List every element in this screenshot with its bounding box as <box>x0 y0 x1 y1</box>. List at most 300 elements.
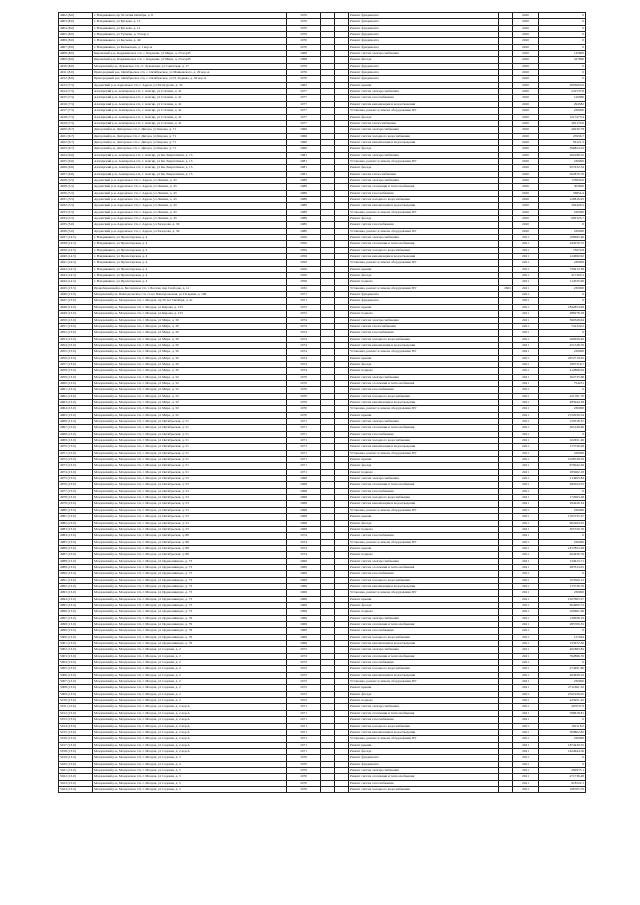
work-type-cell: Ремонт подвала <box>349 368 499 374</box>
work-type-cell: Ремонт систем холодного водоснабжения <box>349 666 499 672</box>
cost-cell: 451548.76 <box>539 342 586 348</box>
cost-cell: 282975.1 <box>539 767 586 773</box>
address-cell: Ардонский р-н, Ардонское г/п, г. Ардон, ул Хетагурова, д. 34 <box>93 82 287 88</box>
cost-cell: 271736.48 <box>539 774 586 780</box>
row-number-cell: 4951 (13.0) <box>59 323 93 329</box>
row-number-cell: 4991 (13.0) <box>59 577 93 583</box>
year-built-cell: 1971 <box>287 450 321 456</box>
row-number-cell: 4908 (8.0) <box>59 51 93 57</box>
planned-year-cell: 2021 <box>513 235 539 241</box>
work-type-cell: Ремонт систем холодного водоснабжения <box>349 577 499 583</box>
cost-cell: 417303.3 <box>539 273 586 279</box>
row-number-cell: 4938 (14.5) <box>59 241 93 247</box>
address-cell: Моздокский р-н, Моздокское г/п, г. Моздок, ул Садовая, д. 5 <box>93 780 287 786</box>
address-cell: Ардонский р-н, Ардонское г/п, г. Ардон, ул Ленина, д. 43 <box>93 190 287 196</box>
work-type-cell: Ремонт систем холодного водоснабжения <box>349 634 499 640</box>
address-cell: Моздокский р-н, Моздокское г/п, г. Моздок, ул Октябрьская, д. 88 <box>93 552 287 558</box>
planned-year-cell: 2021 <box>513 761 539 767</box>
row-number-cell: 4912 (8.0) <box>59 76 93 82</box>
work-type-cell: Ремонт фасада <box>349 146 499 152</box>
cost-cell: 124690.92 <box>539 254 586 260</box>
year-built-cell: 1968 <box>287 57 321 63</box>
work-type-cell: Ремонт систем электроснабжения <box>349 615 499 621</box>
cost-cell: 294582 <box>539 101 586 107</box>
work-type-cell: Ремонт систем холодного водоснабжения <box>349 336 499 342</box>
address-cell: Моздокский р-н, Моздокское г/п, г. Моздок, ул Мира, д. 32 <box>93 412 287 418</box>
cost-cell: 0 <box>539 38 586 44</box>
year-built-cell: 1969 <box>287 622 321 628</box>
planned-year-cell: 2021 <box>513 786 539 792</box>
address-cell: Моздокский р-н, Моздокское г/п, г. Моздок, ул Орджоникидзе, д. 73 <box>93 596 287 602</box>
work-type-cell: Установка, ремонт и замена оборудования ПУ <box>349 108 499 114</box>
work-type-cell: Ремонт подвала <box>349 609 499 615</box>
address-cell: г. Владикавказ, ул Бутаева, д. 13 <box>93 19 287 25</box>
year-built-cell: 1974 <box>287 323 321 329</box>
planned-year-cell: 2021 <box>513 457 539 463</box>
cost-cell: 957432.54 <box>539 165 586 171</box>
work-type-cell: Ремонт систем электроснабжения <box>349 704 499 710</box>
year-built-cell: 1956 <box>287 266 321 272</box>
year-built-cell: 1972 <box>287 304 321 310</box>
row-number-cell: 4929 (5.5) <box>59 184 93 190</box>
address-cell: Моздокский р-н, Моздокское г/п, г. Моздок, ул Мира, д. 32 <box>93 374 287 380</box>
year-built-cell: 1969 <box>287 641 321 647</box>
row-number-cell: 4995 (13.0) <box>59 602 93 608</box>
row-number-cell: 5023 (13.0) <box>59 780 93 786</box>
year-built-cell: 1977 <box>287 114 321 120</box>
year-built-cell: 1972 <box>287 679 321 685</box>
work-type-cell: Ремонт систем холодного водоснабжения <box>349 196 499 202</box>
cost-cell: 0 <box>539 292 586 298</box>
work-type-cell: Ремонт систем газоснабжения <box>349 717 499 723</box>
cost-cell: 304406.5 <box>539 203 586 209</box>
address-cell: Моздокский р-н, Луковское с/п, ст. Луковская, ул Советская, д. 17 <box>93 63 287 69</box>
work-type-cell: Ремонт систем газоснабжения <box>349 95 499 101</box>
planned-year-cell: 2021 <box>513 450 539 456</box>
row-number-cell: 4966 (13.0) <box>59 419 93 425</box>
planned-year-cell: 2020 <box>513 44 539 50</box>
year-built-cell: 1968 <box>287 501 321 507</box>
address-cell: Моздокский р-н, Моздокское г/п, г. Моздок, ул Орджоникидзе, д. 73 <box>93 590 287 596</box>
planned-year-cell: 2021 <box>513 431 539 437</box>
address-cell: Моздокский р-н, Моздокское г/п, г. Моздок, ул Орджоникидзе, д. 73 <box>93 558 287 564</box>
work-type-cell: Ремонт систем канализации и водоотведения <box>349 641 499 647</box>
planned-year-cell: 2021 <box>513 615 539 621</box>
row-number-cell: 5020 (13.0) <box>59 761 93 767</box>
year-built-cell: 1970 <box>287 393 321 399</box>
address-cell: Моздокский р-н, Моздокское г/п, г. Моздок, ул Садовая, д. 2 кор.А <box>93 704 287 710</box>
address-cell: Моздокский р-н, Моздокское г/п, г. Моздок, ул Садовая, д. 2 кор.А <box>93 736 287 742</box>
year-built-cell: 1971 <box>287 438 321 444</box>
row-number-cell: 4904 (8.0) <box>59 25 93 31</box>
row-number-cell: 4959 (13.0) <box>59 374 93 380</box>
planned-year-cell: 2020 <box>513 190 539 196</box>
cost-cell: 56121.3 <box>539 139 586 145</box>
planned-year-cell: 2021 <box>513 355 539 361</box>
row-number-cell: 4954 (13.0) <box>59 342 93 348</box>
work-type-cell: Ремонт систем электроснабжения <box>349 127 499 133</box>
address-cell: Моздокский р-н, Моздокское г/п, г. Моздок, ул Октябрьская, д. 88 <box>93 533 287 539</box>
cost-cell: 230000 <box>539 590 586 596</box>
planned-year-cell: 2021 <box>513 260 539 266</box>
planned-year-cell: 2021 <box>513 539 539 545</box>
cost-cell: 0 <box>539 488 586 494</box>
work-type-cell: Ремонт систем отопления и теплоснабжения <box>349 425 499 431</box>
address-cell: Моздокский р-н, Моздокское г/п, г. Моздок, ул Мира, д. 32 <box>93 406 287 412</box>
planned-year-cell: 2021 <box>513 672 539 678</box>
work-type-cell: Ремонт систем электроснабжения <box>349 558 499 564</box>
address-cell: Моздокский р-н, Павлодольское с/п, ст-ца Павлодольская, ул Гагарина, д. 199 <box>93 292 287 298</box>
row-number-cell: 4955 (13.0) <box>59 349 93 355</box>
address-cell: Моздокский р-н, Моздокское г/п, г. Моздок, ул Садовая, д. 2 кор.А <box>93 748 287 754</box>
planned-year-cell: 2021 <box>513 628 539 634</box>
row-number-cell: 5021 (13.0) <box>59 767 93 773</box>
work-type-cell: Ремонт фасада <box>349 463 499 469</box>
address-cell: Моздокский р-н, Моздокское г/п, г. Моздок, ул Мира, д. 30 <box>93 330 287 336</box>
cost-cell: 2722036.54 <box>539 412 586 418</box>
work-type-cell: Ремонт систем электроснабжения <box>349 317 499 323</box>
planned-year-cell: 2021 <box>513 577 539 583</box>
work-type-cell: Ремонт подвала <box>349 698 499 704</box>
address-cell: Моздокский р-н, Моздокское г/п, г. Моздок, ул Октябрьская, д. 51 <box>93 425 287 431</box>
planned-year-cell: 2021 <box>513 755 539 761</box>
row-number-cell: 4984 (13.0) <box>59 533 93 539</box>
work-type-cell: Ремонт фундамента <box>349 63 499 69</box>
year-built-cell: 1971 <box>287 292 321 298</box>
address-cell: Моздокский р-н, Моздокское г/п, г. Моздок, ул Садовая, д. 2 <box>93 660 287 666</box>
table-row <box>59 786 586 792</box>
work-type-cell: Ремонт фундамента <box>349 19 499 25</box>
row-number-cell: 4943 (14.5) <box>59 273 93 279</box>
year-built-cell: 1974 <box>287 330 321 336</box>
work-type-cell: Ремонт систем газоснабжения <box>349 488 499 494</box>
row-number-cell: 4916 (7.5) <box>59 101 93 107</box>
address-cell: Моздокский р-н, Моздокское г/п, г. Моздок, ул Октябрьская, д. 53 <box>93 514 287 520</box>
year-built-cell: 1971 <box>287 704 321 710</box>
row-number-cell: 4922 (6.7) <box>59 139 93 145</box>
address-cell: Моздокский р-н, Моздокское г/п, г. Моздок, ул Мира, д. 30 <box>93 323 287 329</box>
address-cell: Моздокский р-н, Моздокское г/п, г. Моздок, ул Садовая, д. 2 <box>93 666 287 672</box>
row-number-cell: 4928 (5.5) <box>59 177 93 183</box>
address-cell: Алагирский р-н, Алагирское г/п, г. Алагир, ул Кв.Энергетиков, д. 15 <box>93 158 287 164</box>
year-built-cell: 1981 <box>287 171 321 177</box>
work-type-cell: Ремонт фасада <box>349 520 499 526</box>
address-cell: Моздокский р-н, Моздокское г/п, г. Моздок, ул Орджоникидзе, д. 73 <box>93 577 287 583</box>
planned-year-cell: 2020 <box>513 120 539 126</box>
work-type-cell: Ремонт систем холодного водоснабжения <box>349 495 499 501</box>
year-built-cell: 1970 <box>287 38 321 44</box>
row-number-cell: 4942 (14.5) <box>59 266 93 272</box>
cost-cell: 274491.86 <box>539 666 586 672</box>
work-type-cell: Ремонт систем отопления и теплоснабжения <box>349 653 499 659</box>
row-number-cell: 4969 (13.0) <box>59 438 93 444</box>
year-built-cell: 1977 <box>287 108 321 114</box>
cost-cell: 754231 <box>539 380 586 386</box>
row-number-cell: 4988 (13.0) <box>59 558 93 564</box>
row-number-cell: 4980 (13.0) <box>59 507 93 513</box>
row-number-cell: 4963 (13.0) <box>59 399 93 405</box>
planned-year-cell: 2021 <box>513 533 539 539</box>
cost-cell: 1765735.37 <box>539 514 586 520</box>
year-built-cell: 1970 <box>287 412 321 418</box>
address-cell: Моздокский р-н, Моздокское г/п, г. Моздок, ул Садовая, д. 2 кор.А <box>93 710 287 716</box>
work-type-cell: Ремонт фундамента <box>349 70 499 76</box>
address-cell: Ардонский р-н, Ардонское г/п, г. Ардон, ул Ленина, д. 43 <box>93 184 287 190</box>
cost-cell: 230000 <box>539 108 586 114</box>
cost-cell: 0 <box>539 76 586 82</box>
year-built-cell: 1968 <box>287 495 321 501</box>
work-type-cell: Ремонт систем газоснабжения <box>349 571 499 577</box>
row-number-cell: 4961 (13.0) <box>59 387 93 393</box>
work-type-cell: Ремонт систем канализации и водоотведения <box>349 101 499 107</box>
cost-cell: 108695.46 <box>539 235 586 241</box>
address-cell: Моздокский р-н, Моздокское г/п, г. Моздок, ул Октябрьская, д. 88 <box>93 539 287 545</box>
cost-cell: 2693605.6 <box>539 82 586 88</box>
address-cell: Моздокский р-н, Моздокское г/п, г. Моздок, ул Садовая, д. 2 кор.А <box>93 729 287 735</box>
year-built-cell: 1989 <box>287 177 321 183</box>
year-built-cell: 1971 <box>287 463 321 469</box>
work-type-cell: Ремонт систем холодного водоснабжения <box>349 786 499 792</box>
cost-cell: 172963.48 <box>539 495 586 501</box>
planned-year-cell: 2020 <box>513 89 539 95</box>
blank-col-3-cell <box>499 786 513 792</box>
year-built-cell: 1956 <box>287 254 321 260</box>
address-cell: Моздокский р-н, Моздокское г/п, г. Моздок, ул Октябрьская, д. 51 <box>93 457 287 463</box>
planned-year-cell: 2020 <box>513 70 539 76</box>
address-cell: г. Владикавказ, ул Пролетарская, д. 4 <box>93 241 287 247</box>
planned-year-cell: 2021 <box>513 406 539 412</box>
row-number-cell: 4978 (13.0) <box>59 495 93 501</box>
planned-year-cell: 2021 <box>513 247 539 253</box>
year-built-cell: 1969 <box>287 564 321 570</box>
planned-year-cell: 2021 <box>513 241 539 247</box>
address-cell: Моздокский р-н, Моздокское г/п, г. Моздок, ул Кирова, д. 153 <box>93 311 287 317</box>
cost-cell: 425051.42 <box>539 698 586 704</box>
cost-cell: 365148.69 <box>539 425 586 431</box>
cost-cell: 23936.7 <box>539 133 586 139</box>
planned-year-cell: 2021 <box>513 425 539 431</box>
planned-year-cell: 2021 <box>513 507 539 513</box>
row-number-cell: 4993 (13.0) <box>59 590 93 596</box>
planned-year-cell: 2021 <box>513 774 539 780</box>
year-built-cell: 1974 <box>287 317 321 323</box>
address-cell: Моздокский р-н, Моздокское г/п, г. Моздок, ул Мира, д. 30 <box>93 355 287 361</box>
work-type-cell: Установка, ремонт и замена оборудования ПУ <box>349 406 499 412</box>
row-number-cell: 4936 (5.0) <box>59 228 93 234</box>
planned-year-cell: 2021 <box>513 736 539 742</box>
year-built-cell: 1974 <box>287 545 321 551</box>
work-type-cell: Ремонт крыши <box>349 457 499 463</box>
planned-year-cell: 2021 <box>513 254 539 260</box>
planned-year-cell: 2020 <box>513 57 539 63</box>
row-number-cell: 4987 (13.0) <box>59 552 93 558</box>
work-type-cell: Установка, ремонт и замена оборудования ПУ <box>349 349 499 355</box>
work-type-cell: Ремонт систем электроснабжения <box>349 89 499 95</box>
year-built-cell: 1989 <box>287 209 321 215</box>
work-type-cell: Ремонт фундамента <box>349 298 499 304</box>
year-built-cell: 1977 <box>287 89 321 95</box>
row-number-cell: 4939 (14.5) <box>59 247 93 253</box>
address-cell: Моздокский р-н, Моздокское г/п, г. Моздок, ул Октябрьская, д. 53 <box>93 488 287 494</box>
address-cell: Ардонский р-н, Ардонское г/п, г. Ардон, ул Ленина, д. 43 <box>93 203 287 209</box>
work-type-cell: Ремонт фасада <box>349 57 499 63</box>
work-type-cell: Ремонт подвала <box>349 279 499 285</box>
year-built-cell: 1970 <box>287 19 321 25</box>
cost-cell: 0 <box>539 761 586 767</box>
row-number-cell: 5012 (13.0) <box>59 710 93 716</box>
address-cell: Алагирский р-н, Алагирское г/п, г. Алагир, ул Сталина, д. 41 <box>93 114 287 120</box>
cost-cell: 56854.4 <box>539 190 586 196</box>
cost-cell: 127944 <box>539 634 586 640</box>
planned-year-cell: 2020 <box>513 76 539 82</box>
row-number-cell: 5006 (13.0) <box>59 672 93 678</box>
planned-year-cell: 2021 <box>513 266 539 272</box>
address-cell: Моздокский р-н, Моздокское г/п, г. Моздок, ул Орджоникидзе, д. 73 <box>93 602 287 608</box>
year-built-cell: 1971 <box>287 748 321 754</box>
row-number-cell: 4973 (13.0) <box>59 463 93 469</box>
address-cell: г. Владикавказ, ул Кальюхова, д. 1 кор.А <box>93 44 287 50</box>
work-type-cell: Ремонт систем теплоснабжения <box>349 171 499 177</box>
row-number-cell: 5024 (13.0) <box>59 786 93 792</box>
address-cell: Моздокский р-н, Моздокское г/п, г. Моздок, ул Октябрьская, д. 53 <box>93 526 287 532</box>
address-cell: Алагирский р-н, Алагирское г/п, г. Алагир, ул Сталина, д. 41 <box>93 95 287 101</box>
address-cell: Моздокский р-н, Моздокское г/п, г. Моздок, ул Октябрьская, д. 88 <box>93 545 287 551</box>
work-type-cell: Ремонт систем холодного водоснабжения <box>349 247 499 253</box>
planned-year-cell: 2020 <box>513 228 539 234</box>
cost-cell: 230000 <box>539 679 586 685</box>
work-type-cell: Ремонт систем холодного водоснабжения <box>349 393 499 399</box>
cost-cell: 0 <box>539 222 586 228</box>
row-number-cell: 4974 (13.0) <box>59 469 93 475</box>
work-type-cell: Ремонт систем газоснабжения <box>349 330 499 336</box>
row-number-cell: 4949 (13.0) <box>59 311 93 317</box>
work-type-cell: Ремонт крыши <box>349 266 499 272</box>
address-cell: Дигорский р-н, Дигорское г/п, г. Дигора, ул Карова, д. 71 <box>93 139 287 145</box>
work-type-cell: Ремонт систем канализации и водоотведения <box>349 139 499 145</box>
cost-cell: 230000 <box>539 158 586 164</box>
planned-year-cell: 2020 <box>513 203 539 209</box>
planned-year-cell: 2021 <box>513 634 539 640</box>
address-cell: Моздокский р-н, Моздокское г/п, г. Моздок, ул Октябрьская, д. 53 <box>93 501 287 507</box>
address-cell: Моздокский р-н, Моздокское г/п, г. Моздок, ул Мира, д. 30 <box>93 317 287 323</box>
work-type-cell: Ремонт крыши <box>349 545 499 551</box>
row-number-cell: 4937 (14.5) <box>59 235 93 241</box>
year-built-cell: 1970 <box>287 786 321 792</box>
address-cell: Моздокский р-н, Моздокское г/п, г. Моздок, ул Садовая, д. 2 <box>93 685 287 691</box>
planned-year-cell: 2020 <box>513 63 539 69</box>
work-type-cell: Ремонт систем газоснабжения <box>349 387 499 393</box>
row-number-cell: 4970 (13.0) <box>59 444 93 450</box>
year-built-cell: 1966 <box>287 139 321 145</box>
work-type-cell: Ремонт систем газоснабжения <box>349 533 499 539</box>
work-type-cell: Ремонт систем газоснабжения <box>349 431 499 437</box>
cost-cell: 309802.85 <box>539 729 586 735</box>
address-cell: Дигорский р-н, Дигорское г/п, г. Дигора, ул Карова, д. 71 <box>93 146 287 152</box>
work-type-cell: Ремонт фасада <box>349 165 499 171</box>
planned-year-cell: 2021 <box>513 552 539 558</box>
row-number-cell: 4923 (6.7) <box>59 146 93 152</box>
address-cell: г. Владикавказ, ул Пролетарская, д. 4 <box>93 266 287 272</box>
cost-cell: 1217273.4 <box>539 114 586 120</box>
year-built-cell: 1970 <box>287 387 321 393</box>
work-type-cell: Ремонт крыши <box>349 596 499 602</box>
work-type-cell: Установка, ремонт и замена оборудования ПУ <box>349 507 499 513</box>
address-cell: Моздокский р-н, Моздокское г/п, г. Моздок, ул Садовая, д. 2 <box>93 698 287 704</box>
work-type-cell: Ремонт систем отопления и теплоснабжения <box>349 564 499 570</box>
row-number-cell: 4972 (13.0) <box>59 457 93 463</box>
address-cell: Ардонский р-н, Ардонское г/п, г. Ардон, ул Хазорова, д. 36 <box>93 228 287 234</box>
cost-cell: 230000 <box>539 228 586 234</box>
address-cell: Моздокский р-н, Моздокское г/п, г. Моздок, ул Мира, д. 32 <box>93 393 287 399</box>
address-cell: Моздокский р-н, Моздокское г/п, г. Моздок, ул Садовая, д. 5 <box>93 774 287 780</box>
planned-year-cell: 2021 <box>513 368 539 374</box>
planned-year-cell: 2021 <box>513 349 539 355</box>
address-cell: Моздокский р-н, Моздокское г/п, г. Моздок, ул Октябрьская, д. 51 <box>93 469 287 475</box>
work-type-cell: Ремонт фундамента <box>349 292 499 298</box>
year-built-cell: 1971 <box>287 729 321 735</box>
year-built-cell: 1969 <box>287 602 321 608</box>
row-number-cell: 4958 (13.0) <box>59 368 93 374</box>
cost-cell: 970042.26 <box>539 463 586 469</box>
year-built-cell: 1970 <box>287 774 321 780</box>
work-type-cell: Ремонт систем отопления и теплоснабжения <box>349 184 499 190</box>
cost-cell: 120816.95 <box>539 196 586 202</box>
row-number-cell: 5004 (13.0) <box>59 660 93 666</box>
work-type-cell: Установка, ремонт и замена оборудования ПУ <box>349 736 499 742</box>
work-type-cell: Ремонт систем теплоснабжения <box>349 120 499 126</box>
address-cell: Моздокский р-н, Моздокское г/п, г. Моздок, ул Садовая, д. 5 <box>93 767 287 773</box>
planned-year-cell: 2021 <box>513 596 539 602</box>
cost-cell: 134613.71 <box>539 558 586 564</box>
address-cell: Моздокский р-н, Моздокское г/п, г. Моздок, ул Мира, д. 30 <box>93 361 287 367</box>
planned-year-cell: 2021 <box>513 463 539 469</box>
row-number-cell: 4985 (13.0) <box>59 539 93 545</box>
cost-cell: 491883.84 <box>539 647 586 653</box>
row-number-cell: 5002 (13.0) <box>59 647 93 653</box>
address-cell: Моздокский р-н, Моздокское г/п, г. Моздок, ул Мира, д. 30 <box>93 336 287 342</box>
planned-year-cell: 2020 <box>513 133 539 139</box>
work-type-cell: Ремонт систем отопления и теплоснабжения <box>349 380 499 386</box>
address-cell: Моздокский р-н, Моздокское г/п, г. Моздок, ул Мира, д. 32 <box>93 380 287 386</box>
address-cell: Моздокский р-н, Моздокское г/п, г. Моздок, ул Орджоникидзе, д. 73 <box>93 564 287 570</box>
year-built-cell: 1969 <box>287 628 321 634</box>
row-number-cell: 4956 (13.0) <box>59 355 93 361</box>
address-cell: Моздокский р-н, Моздокское г/п, г. Моздок, ул Октябрьская, д. 51 <box>93 419 287 425</box>
cost-cell: 175726.28 <box>539 444 586 450</box>
cost-cell: 1028728.59 <box>539 457 586 463</box>
address-cell: Моздокский р-н, Моздокское г/п, г. Моздок, ул Орджоникидзе, д. 79 <box>93 641 287 647</box>
work-type-cell: Ремонт крыши <box>349 742 499 748</box>
planned-year-cell: 2020 <box>513 101 539 107</box>
work-type-cell: Установка, ремонт и замена оборудования ПУ <box>349 679 499 685</box>
address-cell: Ардонский р-н, Ардонское г/п, г. Ардон, ул Ленина, д. 43 <box>93 216 287 222</box>
planned-year-cell: 2021 <box>513 780 539 786</box>
cost-cell: 230000 <box>539 507 586 513</box>
planned-year-cell: 2021 <box>513 526 539 532</box>
planned-year-cell: 2020 <box>513 127 539 133</box>
blank-col-2-cell <box>335 786 349 792</box>
planned-year-cell: 2021 <box>513 476 539 482</box>
year-built-cell: 1972 <box>287 660 321 666</box>
cost-cell: 0 <box>539 25 586 31</box>
year-built-cell: 1974 <box>287 336 321 342</box>
address-cell: Моздокский р-н, Моздокское г/п, г. Моздок, ул Садовая, д. 2 <box>93 672 287 678</box>
cost-cell: 266958.46 <box>539 336 586 342</box>
address-cell: Дигорский р-н, Дигорское г/п, г. Дигора, ул Карова, д. 71 <box>93 133 287 139</box>
year-built-cell: 1969 <box>287 609 321 615</box>
row-number-cell: 4933 (5.5) <box>59 209 93 215</box>
planned-year-cell: 2021 <box>513 710 539 716</box>
